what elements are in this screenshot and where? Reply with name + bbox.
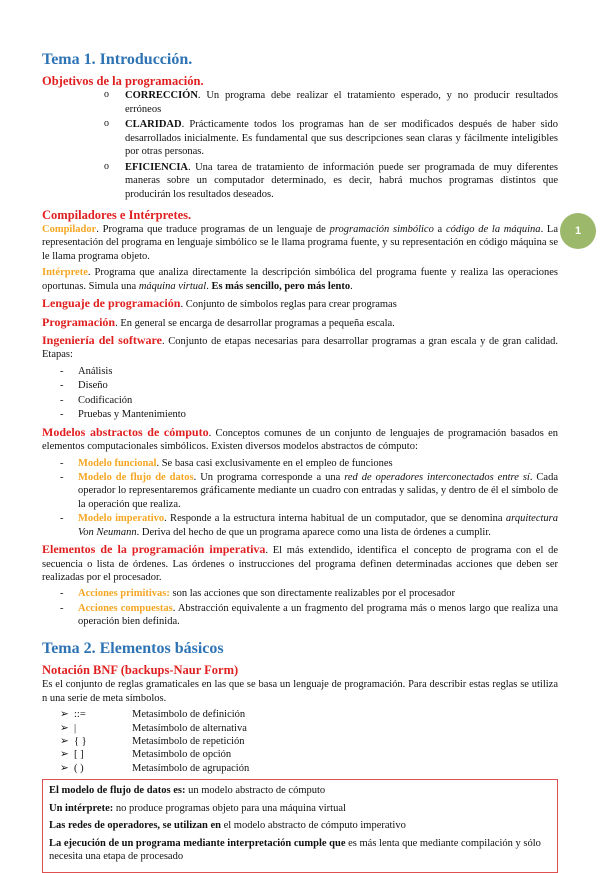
compilador-text: . La representación del programa en lenguaje simbólico se le llama programa fuente, y su representación en código máquina se le llama programa objeto. (42, 223, 558, 262)
metasimbolo-desc: Metasímbolo de agrupación (132, 762, 250, 774)
programacion-text: . En general se encarga de desarrollar programas a pequeña escala. (115, 317, 395, 329)
list-item (60, 722, 558, 735)
metasimbolo: [ ] (74, 749, 84, 761)
circle-bullet-icon: o (104, 160, 109, 172)
list-item (104, 89, 558, 116)
summary-line (49, 837, 551, 864)
modelo-em: arquitectura Von Neumann (78, 513, 558, 538)
dash-bullet-icon: - (60, 380, 64, 392)
modelo-text: . Cada operador lo representaremos gráficamente mediante un cuadro con entradas y salidas, y dentro de él el símbolo de la operación que realiza. (78, 471, 559, 510)
metasimbolos-list (60, 708, 558, 775)
etapa-label: Análisis (78, 365, 113, 377)
summary-box (42, 779, 558, 872)
objetivos-list (104, 89, 558, 201)
list-item (60, 512, 558, 539)
compilador-text: a (433, 223, 446, 235)
modelos-list (60, 457, 558, 540)
etapas-list (60, 365, 558, 422)
list-item (60, 394, 558, 407)
dash-bullet-icon: - (60, 602, 64, 614)
circle-bullet-icon: o (104, 89, 109, 101)
modelo-em: red de operadores interconectados entre sí (344, 471, 530, 483)
accion-term: Acciones compuestas (78, 602, 173, 614)
elementos-text: . El más extendido, identifica el concepto de programa con el de secuencia o lista de órdenes. Las órdenes o instrucciones del programa definen determinadas acciones que deben ser realizadas por el procesador. (42, 545, 558, 584)
modelo-text: . Responde a la estructura interna habitual de un computador, que se denomina (164, 513, 506, 525)
lenguaje-text: . Conjunto de símbolos reglas para crear programas (180, 299, 397, 311)
objetivo-term: CORRECCIÓN (125, 90, 198, 102)
metasimbolo-desc: Metasímbolo de repetición (132, 736, 245, 747)
list-item (60, 379, 558, 392)
ingenieria-term: Ingeniería del software (42, 333, 162, 348)
objetivo-term: CLARIDAD (125, 119, 182, 131)
notacion-paragraph: Es el conjunto de reglas gramaticales en las que se basa un lenguaje de programación. Para describir estas reglas se utiliza n una serie de meta símbolos. (42, 679, 558, 704)
lenguaje-paragraph (42, 296, 558, 311)
accion-text: son las acciones que son directamente realizables por el procesador (169, 588, 456, 600)
document-page (42, 50, 558, 873)
programacion-term: Programación (42, 314, 116, 329)
arrow-bullet-icon: ➢ (60, 722, 69, 734)
summary-text: no produce programas objeto para una máquina virtual (113, 802, 346, 814)
modelos-term: Modelos abstractos de cómputo (42, 424, 209, 439)
dash-bullet-icon: - (60, 394, 64, 406)
dash-bullet-icon: - (60, 457, 64, 469)
interprete-em: máquina virtual (138, 280, 207, 292)
programacion-paragraph (42, 315, 558, 330)
arrow-bullet-icon: ➢ (60, 709, 69, 721)
compilador-term: Compilador (42, 223, 97, 235)
etapa-label: Codificación (78, 394, 133, 406)
interprete-text: . (350, 280, 353, 292)
metasimbolo: { } (74, 736, 87, 747)
notacion-heading: Notación BNF (backups-Naur Form) (42, 663, 239, 678)
elementos-paragraph (42, 542, 558, 584)
metasimbolo-desc: Metasímbolo de alternativa (132, 722, 247, 734)
metasimbolo-desc: Metasímbolo de opción (132, 749, 232, 761)
elementos-term: Elementos de la programación imperativa (42, 542, 266, 557)
metasimbolo-desc: Metasímbolo de definición (132, 709, 246, 721)
summary-line (49, 802, 551, 815)
summary-line (49, 819, 551, 832)
modelo-text: . Se basa casi exclusivamente en el empleo de funciones (156, 457, 393, 469)
ingenieria-text: . Conjunto de etapas necesarias para desarrollar programas a gran escala y de gran calidad. Etapas: (42, 336, 558, 361)
list-item (60, 762, 558, 775)
acciones-list (60, 587, 558, 628)
modelo-text: . Un programa corresponde a una (193, 471, 345, 483)
summary-bold: Un intérprete: (49, 802, 114, 814)
summary-text: es más lenta que mediante compilación y sólo necesita una etapa de procesado (49, 837, 541, 863)
interprete-bold: Es más sencillo, pero más lento (211, 280, 351, 292)
modelos-paragraph (42, 425, 558, 454)
tema2-title: Tema 2. Elementos básicos (42, 639, 224, 657)
summary-bold: El modelo de flujo de datos es: (49, 785, 186, 797)
metasimbolo: | (74, 722, 77, 734)
interprete-term: Intérprete (42, 267, 88, 279)
modelo-text: . Deriva del hecho de que un programa aparece como una lista de órdenes a cumplir. (136, 526, 491, 538)
summary-line (49, 784, 551, 797)
dash-bullet-icon: - (60, 409, 64, 421)
list-item (60, 708, 558, 721)
list-item (60, 748, 558, 761)
list-item (60, 457, 558, 470)
circle-bullet-icon: o (104, 118, 109, 130)
list-item (60, 365, 558, 378)
ingenieria-paragraph (42, 333, 558, 362)
dash-bullet-icon: - (60, 513, 64, 525)
list-item (60, 471, 558, 511)
list-item (104, 161, 558, 201)
modelo-term: Modelo imperativo (78, 513, 165, 525)
objetivo-term: EFICIENCIA (125, 161, 189, 173)
compilador-paragraph (42, 223, 558, 263)
compiladores-heading: Compiladores e Intérpretes. (42, 207, 192, 222)
arrow-bullet-icon: ➢ (60, 749, 69, 761)
list-item (60, 408, 558, 421)
list-item (60, 602, 558, 629)
etapa-label: Diseño (78, 380, 108, 392)
arrow-bullet-icon: ➢ (60, 762, 69, 774)
accion-text: . Abstracción equivalente a un fragmento del programa más o menos largo que realiza una operación bien definida. (78, 602, 558, 628)
list-item (60, 735, 558, 748)
compilador-text: . Programa que traduce programas de un lenguaje de (96, 223, 330, 235)
modelo-term: Modelo funcional (78, 457, 157, 469)
modelos-text: . Conceptos comunes de un conjunto de lenguajes de programación basados en elementos computacionales simbólicos. Existen diversos modelos abstractos de cómputo: (42, 427, 558, 453)
objetivo-text: . Un programa debe realizar el tratamiento esperado, y no producir resultados erróneos (125, 90, 558, 115)
dash-bullet-icon: - (60, 365, 64, 377)
summary-text: un modelo abstracto de cómputo (185, 785, 326, 797)
dash-bullet-icon: - (60, 588, 64, 600)
list-item (60, 587, 558, 600)
objetivos-heading: Objetivos de la programación. (42, 74, 204, 89)
summary-bold: La ejecución de un programa mediante interpretación cumple que (49, 837, 346, 849)
page-number-badge: 1 (560, 213, 596, 249)
etapa-label: Pruebas y Mantenimiento (78, 409, 186, 421)
modelo-term: Modelo de flujo de datos (78, 471, 194, 483)
arrow-bullet-icon: ➢ (60, 736, 69, 747)
tema1-title: Tema 1. Introducción. (42, 51, 193, 68)
compilador-em: programación simbólico (329, 223, 434, 235)
interprete-paragraph (42, 266, 558, 293)
summary-text: el modelo abstracto de cómputo imperativo (220, 820, 406, 832)
lenguaje-term: Lenguaje de programación (42, 296, 181, 311)
accion-term: Acciones primitivas: (78, 588, 170, 600)
list-item (104, 118, 558, 158)
interprete-text: . (206, 280, 212, 292)
interprete-text: . Programa que analiza directamente la descripción simbólica del programa fuente y realiza las operaciones oportunas. Simula una (42, 267, 558, 292)
metasimbolo: ( ) (74, 762, 84, 774)
compilador-em: código de la máquina (445, 223, 541, 235)
metasimbolo: ::= (74, 709, 86, 721)
objetivo-text: . Prácticamente todos los programas han de ser modificados después de haber sido desarrollados inicialmente. Es fundamental que sus descripciones sean claras y fácilmente inteligibles por otras personas. (125, 119, 558, 158)
summary-bold: Las redes de operadores, se utilizan en (49, 820, 221, 832)
objetivo-text: . Una tarea de tratamiento de información puede ser programada de muy diferentes maneras sobre un computador determinado, es decir, habrá muchos programas distintos que producirán los resultados deseados. (125, 161, 558, 200)
dash-bullet-icon: - (60, 471, 64, 483)
